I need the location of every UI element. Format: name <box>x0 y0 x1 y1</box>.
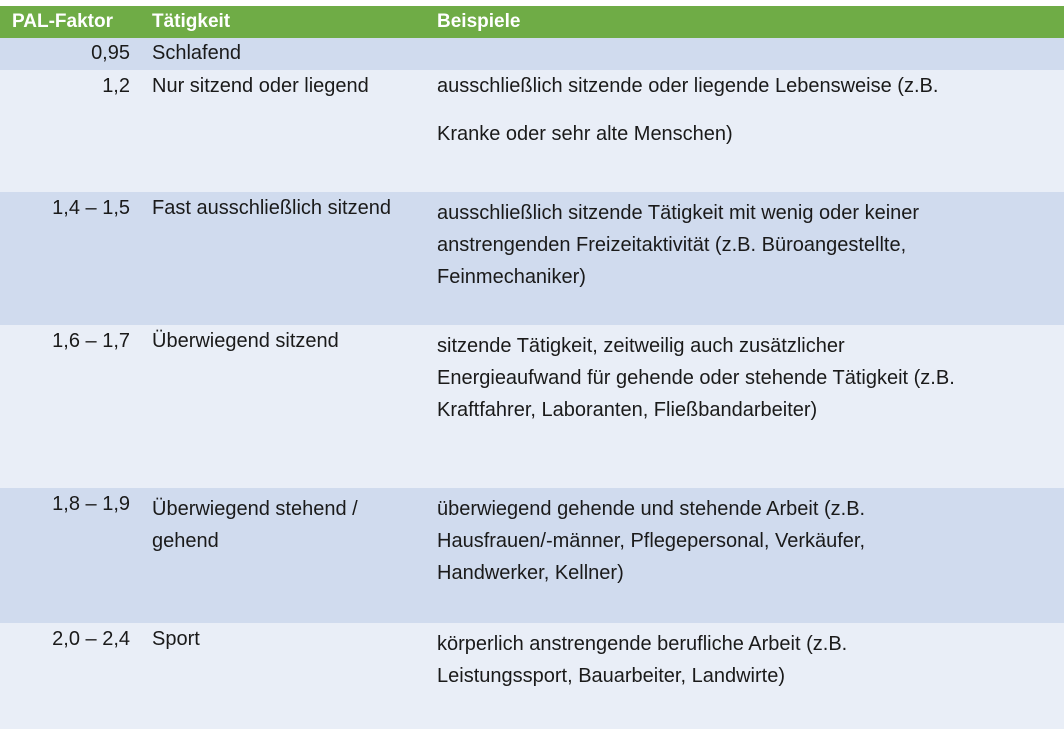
activity-line: Überwiegend sitzend <box>152 330 339 352</box>
pal-value: 2,0 – 2,4 <box>52 628 130 650</box>
example-line: ausschließlich sitzende Tätigkeit mit wenig oder keiner <box>437 202 920 224</box>
example-line: sitzende Tätigkeit, zeitweilig auch zusätzlicher <box>437 335 845 357</box>
header-activity: Tätigkeit <box>152 11 231 32</box>
example-line: körperlich anstrengende berufliche Arbeit (z.B. <box>437 633 848 655</box>
activity-cell <box>152 330 339 353</box>
examples-cell <box>437 628 847 692</box>
example-line: Hausfrauen/-männer, Pflegepersonal, Verkäufer, <box>437 530 866 552</box>
table-row <box>0 70 1064 192</box>
activity-line: Nur sitzend oder liegend <box>152 75 369 97</box>
examples-cell <box>437 493 865 589</box>
example-line: Energieaufwand für gehende oder stehende Tätigkeit (z.B. <box>437 367 955 389</box>
pal-value: 1,2 <box>102 75 130 97</box>
table-row <box>0 623 1064 729</box>
pal-value: 1,4 – 1,5 <box>52 197 130 219</box>
example-line: Handwerker, Kellner) <box>437 562 624 584</box>
example-line: überwiegend gehende und stehende Arbeit (z.B. <box>437 498 866 520</box>
activity-line: Überwiegend stehend / <box>152 498 358 520</box>
example-line: Feinmechaniker) <box>437 266 586 288</box>
example-line: Kranke oder sehr alte Menschen) <box>437 123 733 145</box>
activity-cell <box>152 75 369 98</box>
table-row <box>0 192 1064 325</box>
table-row <box>0 38 1064 70</box>
table-row <box>0 488 1064 623</box>
examples-cell <box>437 197 919 293</box>
table-header <box>0 6 1064 38</box>
activity-line: gehend <box>152 530 219 552</box>
activity-cell <box>152 197 391 220</box>
pal-value: 1,6 – 1,7 <box>52 330 130 352</box>
activity-cell <box>152 493 358 557</box>
header-pal-factor: PAL-Faktor <box>12 11 113 32</box>
table-row <box>0 325 1064 488</box>
examples-cell <box>437 330 955 426</box>
pal-value: 1,8 – 1,9 <box>52 493 130 515</box>
example-line: Kraftfahrer, Laboranten, Fließbandarbeiter) <box>437 399 818 421</box>
activity-cell <box>152 628 200 651</box>
activity-cell <box>152 42 241 65</box>
pal-value: 0,95 <box>91 42 130 64</box>
activity-line: Fast ausschließlich sitzend <box>152 197 391 219</box>
example-line: ausschließlich sitzende oder liegende Lebensweise (z.B. <box>437 75 939 97</box>
header-examples: Beispiele <box>437 11 521 32</box>
example-line: anstrengenden Freizeitaktivität (z.B. Büroangestellte, <box>437 234 907 256</box>
example-line: Leistungssport, Bauarbeiter, Landwirte) <box>437 665 785 687</box>
activity-line: Sport <box>152 628 200 650</box>
examples-cell <box>437 75 938 146</box>
activity-line: Schlafend <box>152 42 241 64</box>
